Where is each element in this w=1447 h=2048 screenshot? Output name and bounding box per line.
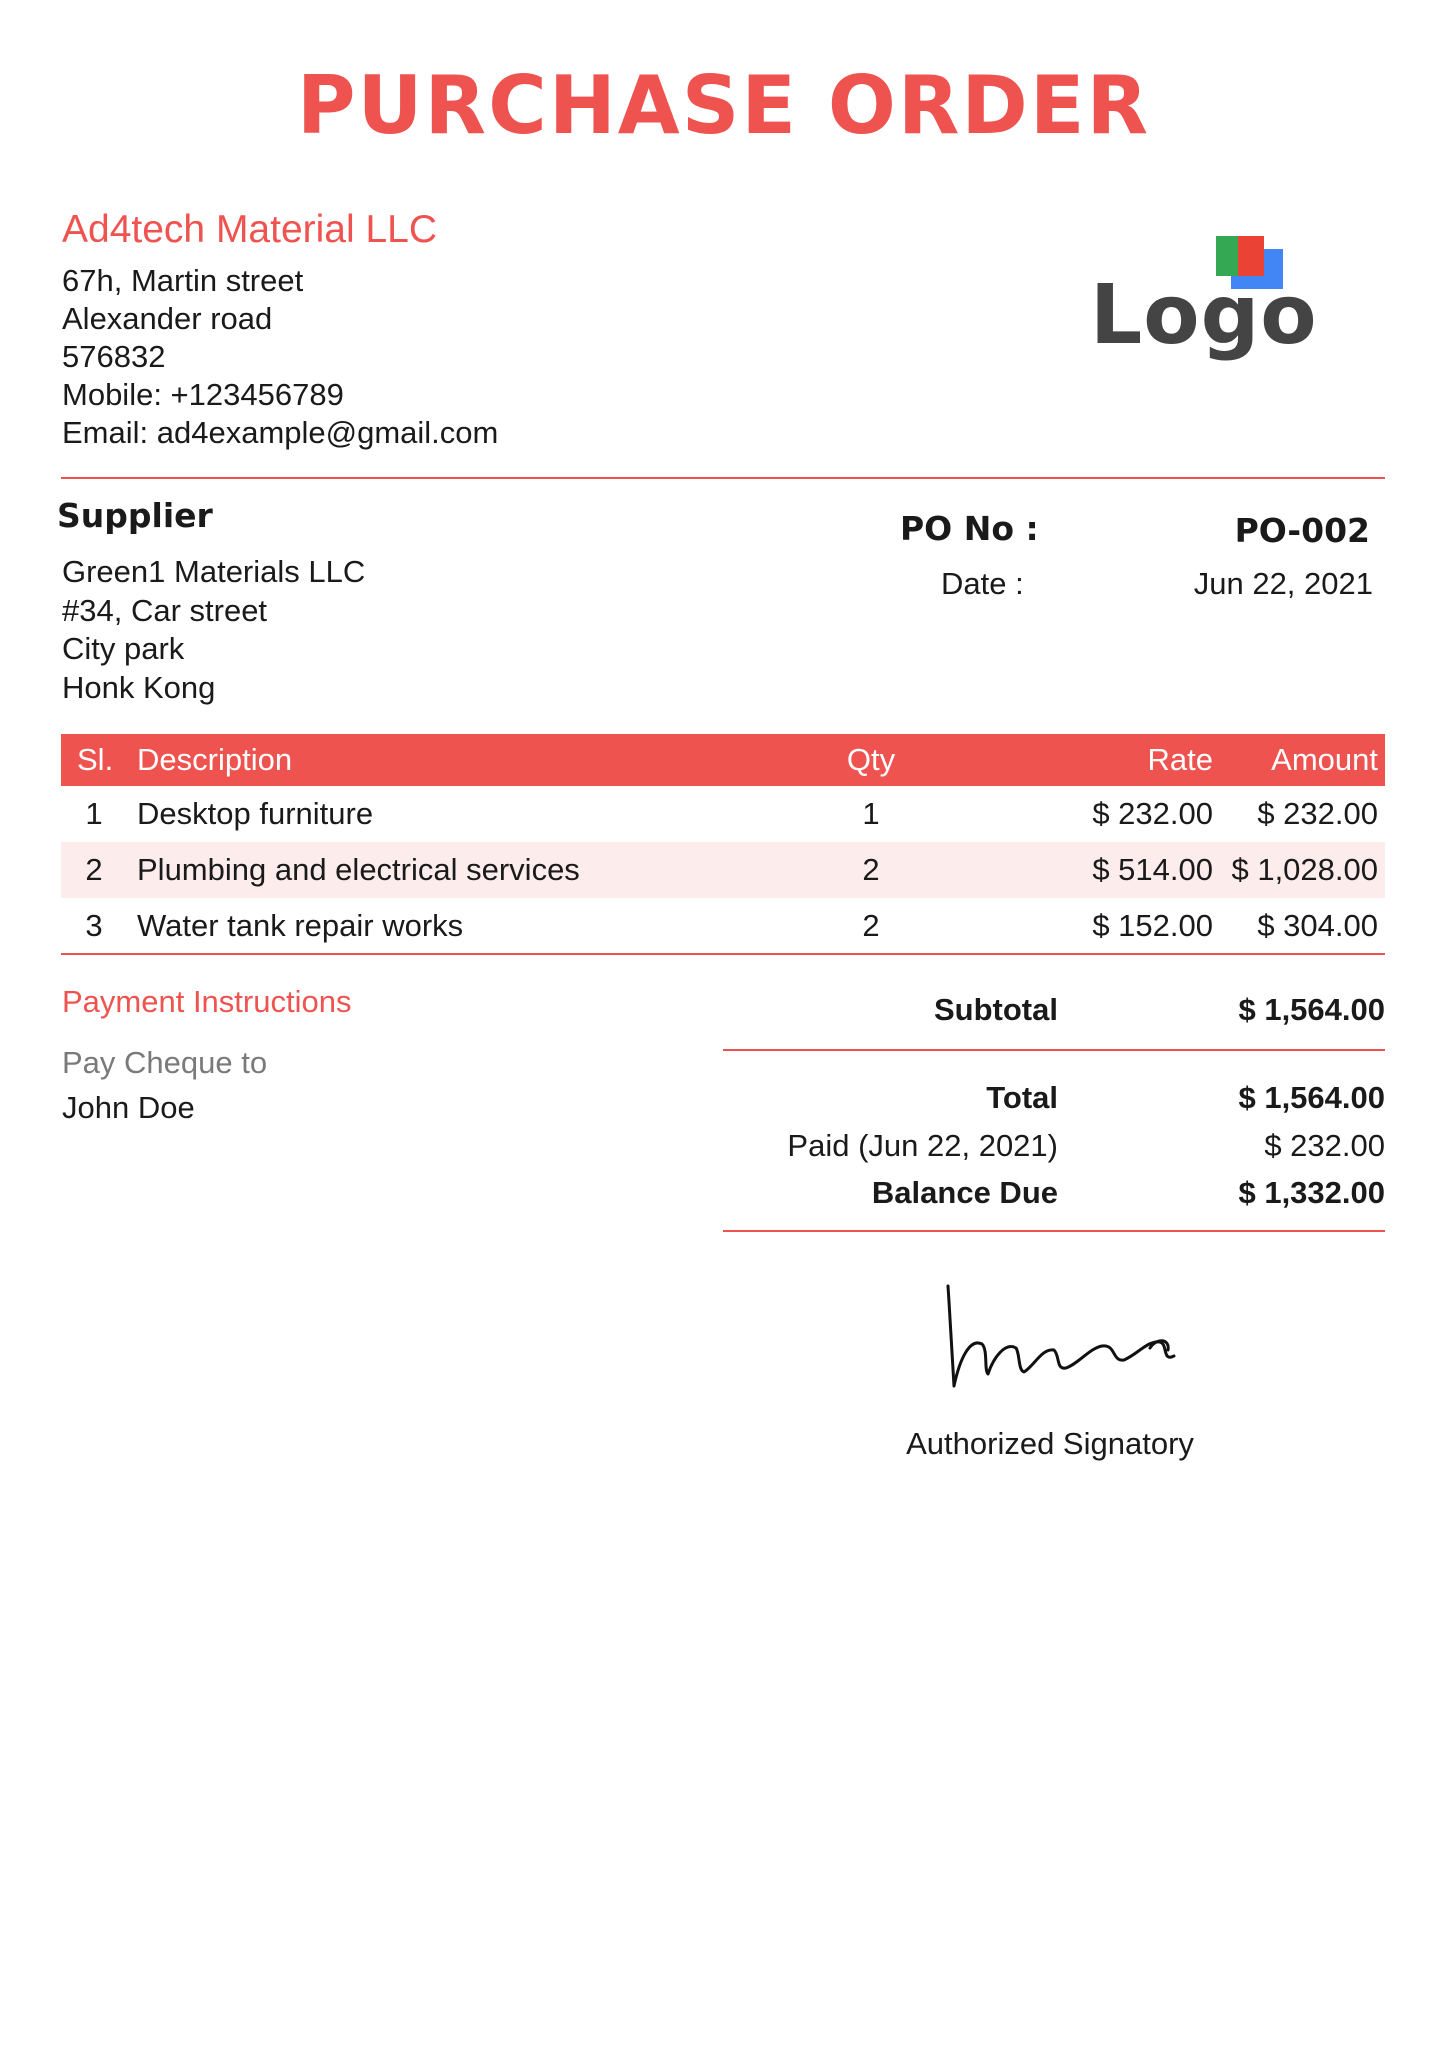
company-address-line-1: 67h, Martin street — [62, 263, 304, 298]
row-description: Desktop furniture — [137, 796, 374, 831]
row-sl: 2 — [85, 852, 103, 887]
signature-image — [930, 1278, 1220, 1398]
balance-due-value: $ 1,332.00 — [1238, 1175, 1385, 1210]
payment-instructions-title: Payment Instructions — [62, 984, 352, 1019]
header-description: Description — [137, 742, 293, 777]
table-row — [61, 842, 1385, 898]
company-logo — [1090, 232, 1340, 362]
company-mobile: Mobile: +123456789 — [62, 377, 344, 412]
header-qty: Qty — [846, 742, 896, 777]
po-number-label: PO No : — [900, 509, 1039, 548]
row-qty: 2 — [862, 908, 880, 943]
total-value: $ 1,564.00 — [1238, 1080, 1385, 1115]
company-address-line-3: 576832 — [62, 339, 166, 374]
row-rate: $ 514.00 — [1092, 852, 1213, 887]
supplier-line-2: #34, Car street — [62, 593, 268, 628]
header-sl: Sl. — [77, 742, 114, 777]
supplier-heading: Supplier — [57, 496, 213, 535]
paid-label: Paid (Jun 22, 2021) — [787, 1128, 1058, 1163]
row-qty: 2 — [862, 852, 880, 887]
paid-value: $ 232.00 — [1264, 1128, 1385, 1163]
row-sl: 3 — [85, 908, 103, 943]
logo-text: Logo — [1090, 268, 1318, 363]
table-row — [61, 898, 1385, 954]
supplier-line-4: Honk Kong — [62, 670, 216, 705]
page-title: PURCHASE ORDER — [296, 59, 1151, 152]
row-amount: $ 1,028.00 — [1231, 852, 1378, 887]
header-rate: Rate — [1147, 742, 1213, 777]
company-address-line-2: Alexander road — [62, 301, 273, 336]
subtotal-label: Subtotal — [934, 992, 1058, 1027]
row-qty: 1 — [862, 796, 880, 831]
company-name: Ad4tech Material LLC — [62, 208, 438, 251]
balance-due-label: Balance Due — [871, 1175, 1058, 1210]
subtotal-divider — [723, 1049, 1385, 1051]
supplier-line-1: Green1 Materials LLC — [62, 554, 366, 589]
company-email: Email: ad4example@gmail.com — [62, 415, 499, 450]
authorized-signatory-label: Authorized Signatory — [906, 1426, 1194, 1461]
po-date-value: Jun 22, 2021 — [1193, 566, 1373, 601]
payment-method: Pay Cheque to — [62, 1045, 268, 1080]
supplier-line-3: City park — [62, 631, 185, 666]
row-description: Plumbing and electrical services — [137, 852, 580, 887]
items-table-header — [61, 734, 1385, 786]
total-label: Total — [986, 1080, 1058, 1115]
row-rate: $ 232.00 — [1092, 796, 1213, 831]
summary-bottom-divider — [723, 1230, 1385, 1232]
subtotal-value: $ 1,564.00 — [1238, 992, 1385, 1027]
header-divider — [61, 477, 1385, 479]
row-description: Water tank repair works — [137, 908, 464, 943]
header-amount: Amount — [1271, 742, 1378, 777]
po-number-value: PO-002 — [1234, 511, 1370, 550]
po-date-label: Date : — [941, 566, 1024, 601]
payment-payee: John Doe — [62, 1090, 195, 1125]
row-amount: $ 232.00 — [1257, 796, 1378, 831]
row-sl: 1 — [85, 796, 103, 831]
row-rate: $ 152.00 — [1092, 908, 1213, 943]
row-amount: $ 304.00 — [1257, 908, 1378, 943]
table-row — [61, 786, 1385, 842]
table-bottom-divider — [61, 953, 1385, 955]
